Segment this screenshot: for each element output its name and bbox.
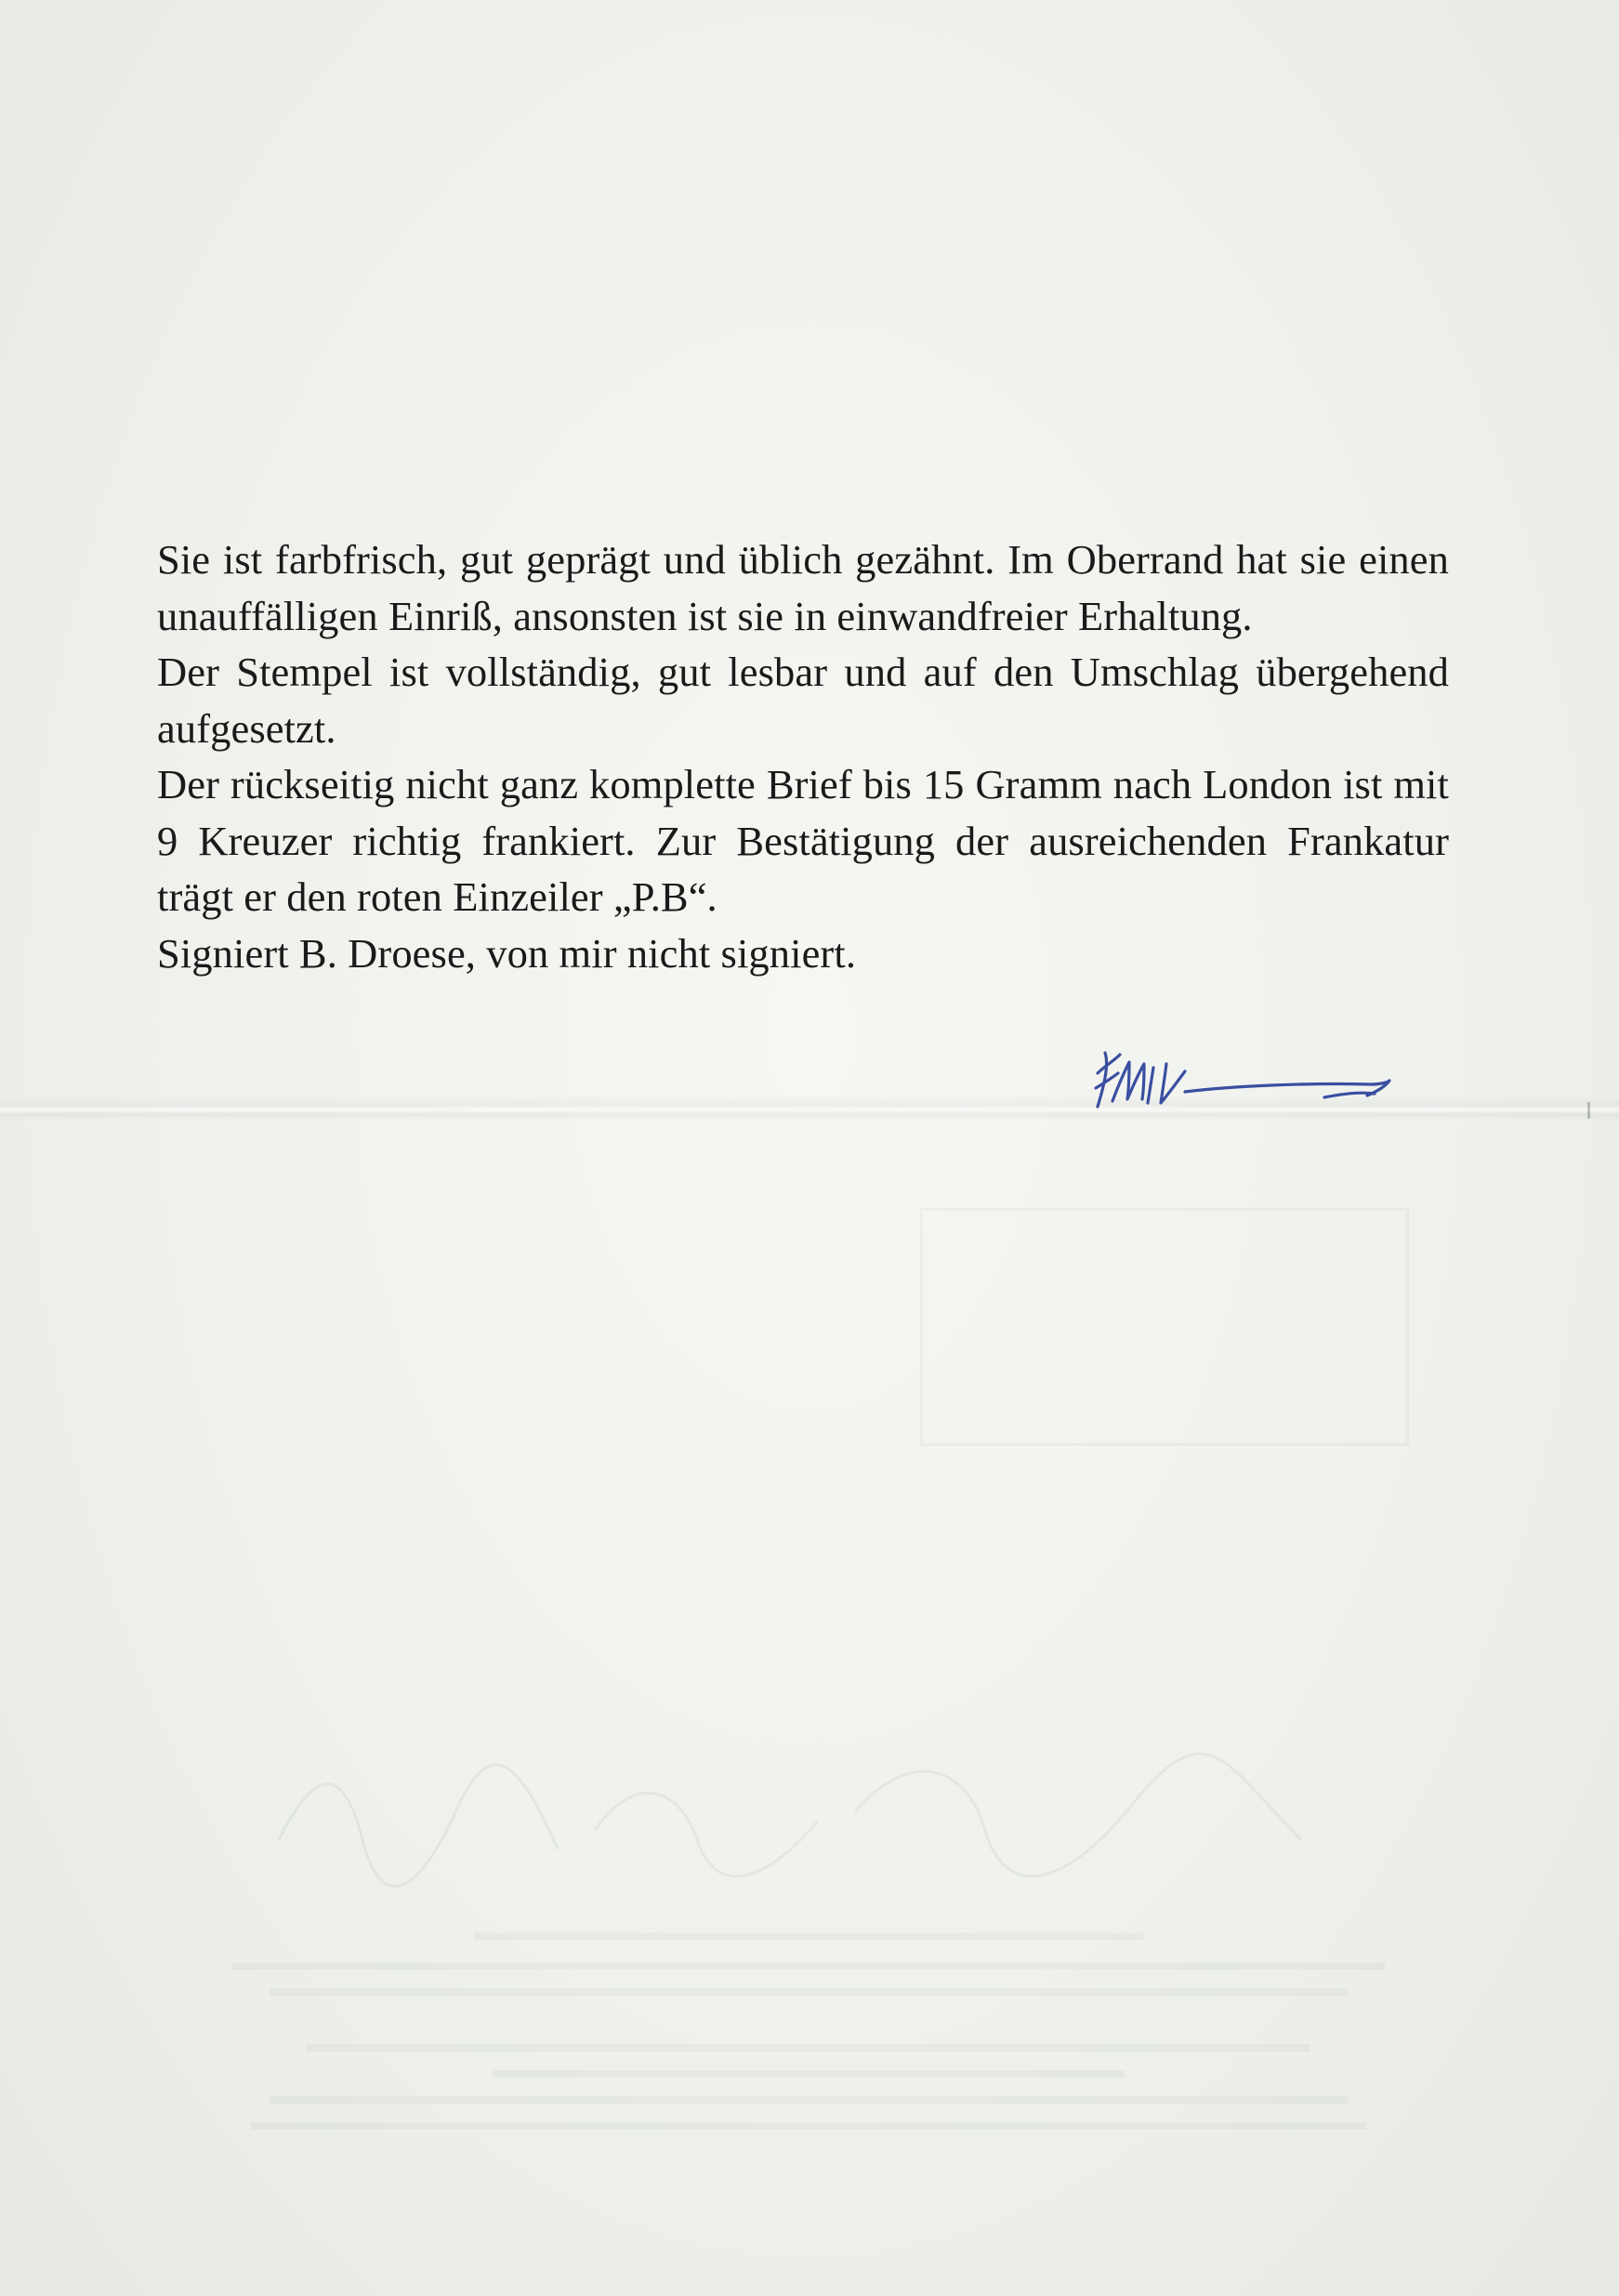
show-through-texture — [260, 1728, 1375, 1933]
paragraph-signed: Signiert B. Droese, von mir nicht signiert. — [157, 929, 857, 977]
show-through-box — [920, 1208, 1409, 1446]
paragraph-postmark: Der Stempel ist vollständig, gut lesbar und auf den Umschlag übergehend aufgesetzt. — [157, 649, 1449, 752]
handwritten-signature — [1092, 1045, 1436, 1120]
show-through-lines — [214, 1914, 1403, 2193]
paragraph-condition: Sie ist farbfrisch, gut geprägt und üblich gezähnt. Im Oberrand hat sie einen unauffälligen Einriß, ansonsten ist sie in einwandfreier Erhaltung. — [157, 536, 1449, 639]
paragraph-franking: Der rückseitig nicht ganz komplette Brief bis 15 Gramm nach London ist mit 9 Kreuzer richtig frankiert. Zur Bestätigung der ausreichenden Frankatur trägt er den roten Einzeiler „P.B“. — [157, 761, 1449, 920]
document-body — [157, 531, 1449, 981]
edge-mark — [1587, 1102, 1590, 1119]
